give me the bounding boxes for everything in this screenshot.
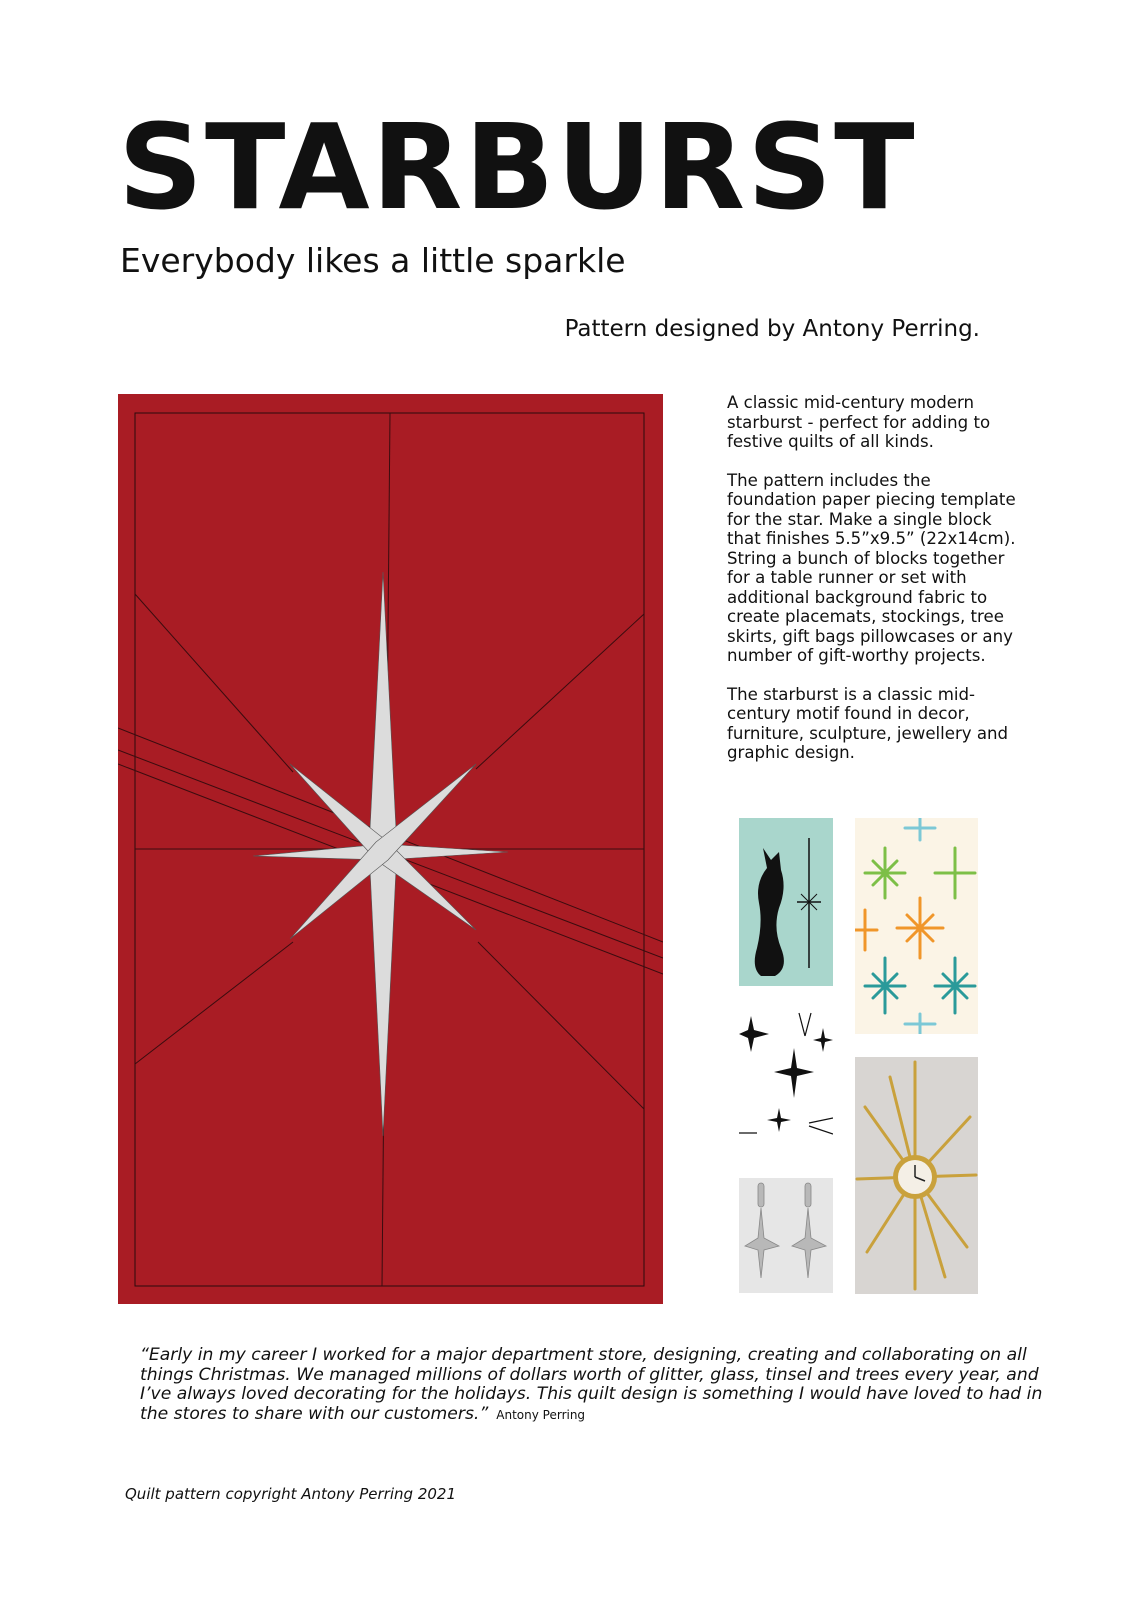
quote-author: Antony Perring [496, 1407, 586, 1422]
pattern-description [727, 393, 1017, 782]
earrings-icon [739, 1178, 833, 1293]
black-starbursts-graphic-thumbnail [739, 1008, 833, 1143]
colorful-starbursts-icon [855, 818, 978, 1034]
page-subtitle: Everybody likes a little sparkle [120, 241, 626, 280]
starburst-earrings-thumbnail [739, 1178, 833, 1293]
clock-icon [855, 1057, 978, 1294]
designer-credit: Pattern designed by Antony Perring. [564, 316, 980, 342]
quilt-illustration [118, 394, 663, 1304]
quote-text: “Early in my career I worked for a major department store, designing, creating and collaborating on all things Christmas. We managed millions of dollars worth of glitter, glass, tinsel and trees every year, and I’ve always loved decorating for the holidays. This quilt design is something I would have loved to had in the stores to share with our customers.” [140, 1345, 1043, 1424]
starburst-wallpaper-thumbnail [855, 818, 978, 1034]
description-paragraph: The pattern includes the foundation paper piecing template for the star. Make a single block that finishes 5.5”x9.5” (22x14cm). String a bunch of blocks together for a table runner or set with additional background fabric to create placemats, stockings, tree skirts, gift bags pillowcases or any number of gift-worthy projects. [727, 470, 1016, 665]
black-starbursts-icon [739, 1008, 833, 1143]
cat-icon [739, 818, 833, 986]
description-paragraph: The starburst is a classic mid-century motif found in decor, furniture, sculpture, jewellery and graphic design. [727, 684, 1009, 762]
description-paragraph: A classic mid-century modern starburst - perfect for adding to festive quilts of all kinds. [727, 393, 991, 451]
copyright-notice: Quilt pattern copyright Antony Perring 2021 [125, 1485, 457, 1503]
starburst-clock-thumbnail [855, 1057, 978, 1294]
cat-starburst-art-thumbnail [739, 818, 833, 986]
designer-quote [140, 1346, 1045, 1425]
page-title: STARBURST [118, 98, 917, 236]
